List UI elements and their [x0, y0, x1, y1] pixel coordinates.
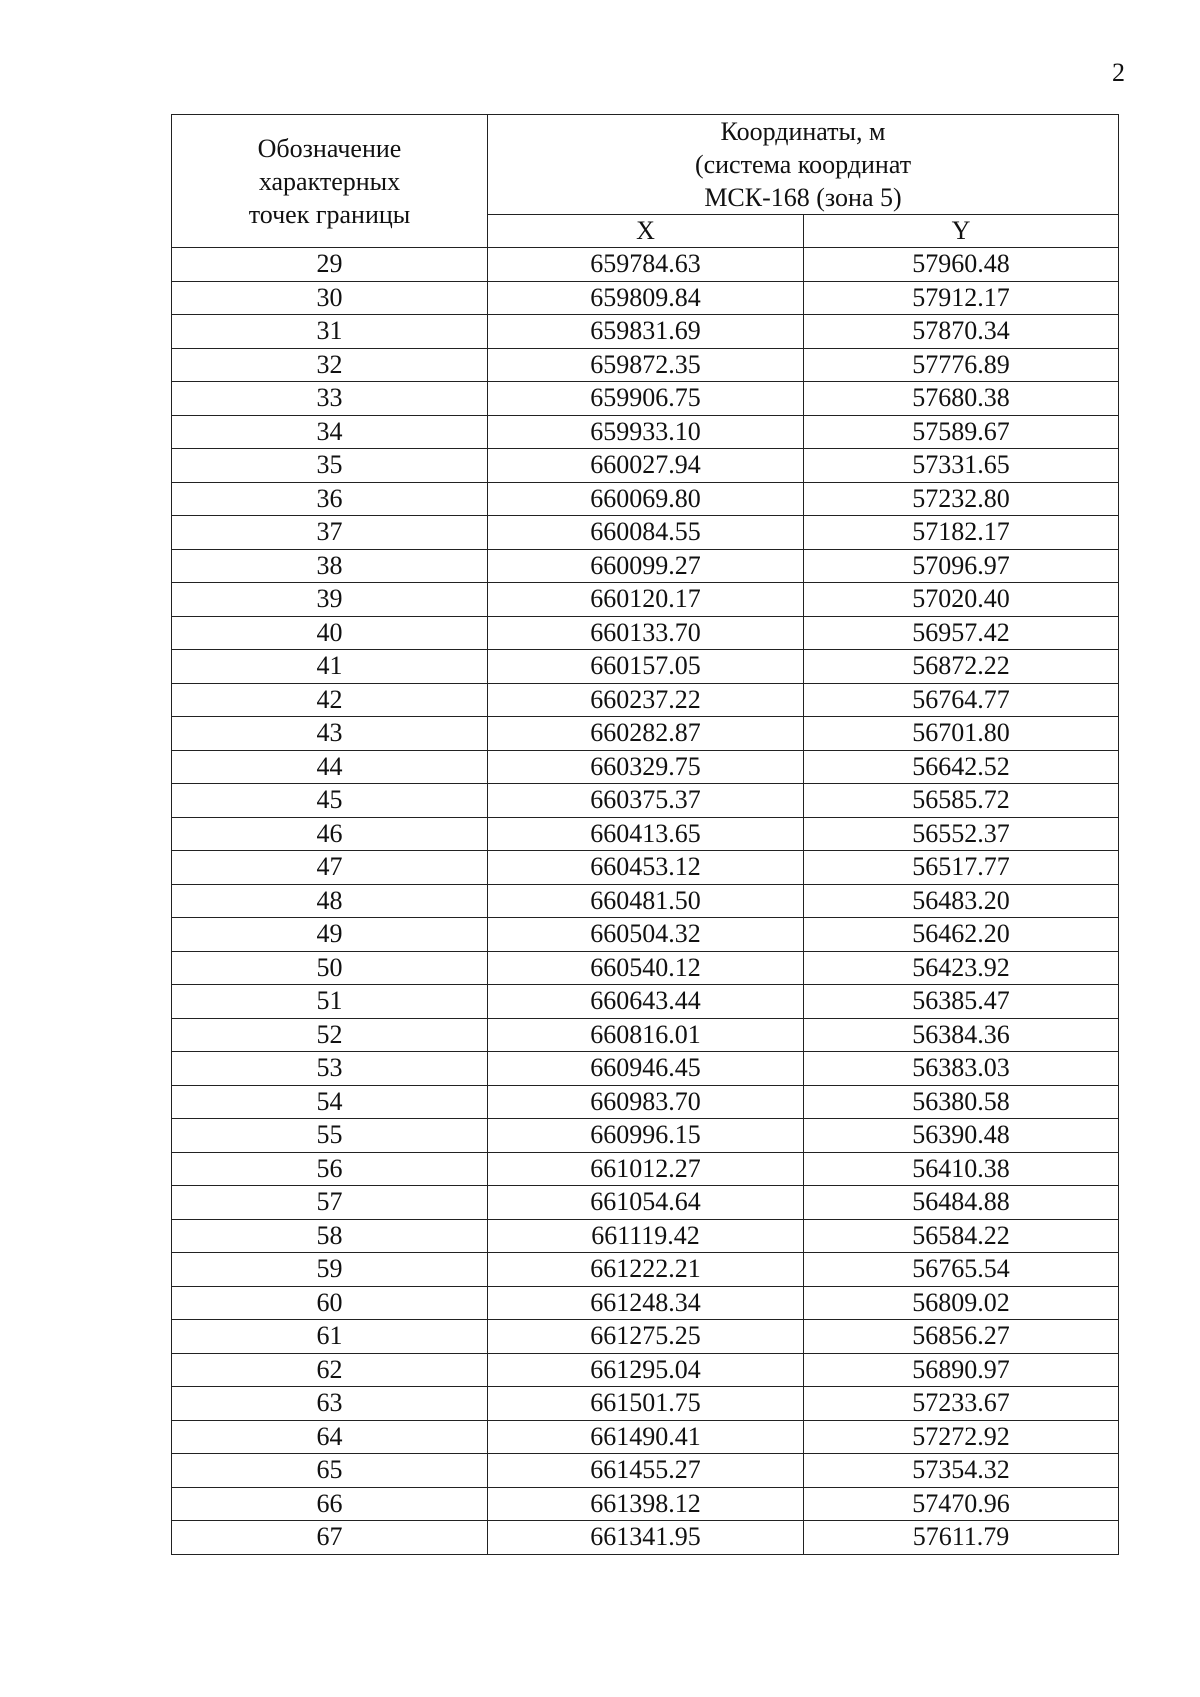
table-row	[172, 583, 1119, 617]
y-coordinate-cell: 56483.20	[804, 884, 1119, 918]
y-coordinate-cell: 56585.72	[804, 784, 1119, 818]
table-row	[172, 1186, 1119, 1220]
table-row	[172, 549, 1119, 583]
table-row	[172, 516, 1119, 550]
point-number-cell: 37	[172, 516, 488, 550]
point-number-cell: 31	[172, 315, 488, 349]
y-coordinate-cell: 56856.27	[804, 1320, 1119, 1354]
table-row	[172, 951, 1119, 985]
y-coordinate-cell: 56385.47	[804, 985, 1119, 1019]
point-number-cell: 40	[172, 616, 488, 650]
coordinates-header-line: (система координат	[694, 150, 912, 179]
x-coordinate-cell: 660816.01	[488, 1018, 804, 1052]
y-coordinate-cell: 56584.22	[804, 1219, 1119, 1253]
x-coordinate-cell: 660481.50	[488, 884, 804, 918]
y-coordinate-cell: 57272.92	[804, 1420, 1119, 1454]
table-row	[172, 1521, 1119, 1555]
table-row	[172, 683, 1119, 717]
x-coordinate-cell: 661501.75	[488, 1387, 804, 1421]
y-coordinate-cell: 57776.89	[804, 348, 1119, 382]
y-coordinate-cell: 57354.32	[804, 1454, 1119, 1488]
table-row	[172, 415, 1119, 449]
point-number-cell: 58	[172, 1219, 488, 1253]
point-number-cell: 64	[172, 1420, 488, 1454]
x-coordinate-cell: 660133.70	[488, 616, 804, 650]
point-number-cell: 48	[172, 884, 488, 918]
y-coordinate-cell: 56872.22	[804, 650, 1119, 684]
y-coordinate-cell: 56462.20	[804, 918, 1119, 952]
y-coordinate-cell: 57020.40	[804, 583, 1119, 617]
x-coordinate-cell: 659906.75	[488, 382, 804, 416]
point-number-cell: 42	[172, 683, 488, 717]
y-coordinate-cell: 57470.96	[804, 1487, 1119, 1521]
x-coordinate-cell: 660237.22	[488, 683, 804, 717]
x-coordinate-cell: 659809.84	[488, 281, 804, 315]
y-coordinate-cell: 56764.77	[804, 683, 1119, 717]
coordinates-header	[488, 115, 1119, 215]
y-coordinate-cell: 57182.17	[804, 516, 1119, 550]
point-number-cell: 45	[172, 784, 488, 818]
table-header	[172, 115, 1119, 248]
table-row	[172, 616, 1119, 650]
y-coordinate-cell: 56701.80	[804, 717, 1119, 751]
y-coordinate-cell: 56390.48	[804, 1119, 1119, 1153]
table-row	[172, 1353, 1119, 1387]
y-coordinate-cell: 57611.79	[804, 1521, 1119, 1555]
x-coordinate-cell: 661054.64	[488, 1186, 804, 1220]
table-body	[172, 248, 1119, 1555]
y-coordinate-cell: 56642.52	[804, 750, 1119, 784]
x-coordinate-cell: 660946.45	[488, 1052, 804, 1086]
table-row	[172, 985, 1119, 1019]
point-number-cell: 65	[172, 1454, 488, 1488]
coordinates-table	[171, 114, 1119, 1555]
table-row	[172, 1487, 1119, 1521]
table-row	[172, 1219, 1119, 1253]
point-number-cell: 47	[172, 851, 488, 885]
point-number-cell: 32	[172, 348, 488, 382]
table-row	[172, 851, 1119, 885]
x-coordinate-cell: 661248.34	[488, 1286, 804, 1320]
point-number-cell: 43	[172, 717, 488, 751]
y-coordinate-cell: 57589.67	[804, 415, 1119, 449]
table-row	[172, 650, 1119, 684]
point-number-cell: 63	[172, 1387, 488, 1421]
point-number-cell: 61	[172, 1320, 488, 1354]
table-row	[172, 382, 1119, 416]
x-coordinate-cell: 661119.42	[488, 1219, 804, 1253]
point-number-cell: 29	[172, 248, 488, 282]
x-column-header: X	[488, 215, 804, 248]
point-number-cell: 60	[172, 1286, 488, 1320]
table-row	[172, 1320, 1119, 1354]
table-row	[172, 1387, 1119, 1421]
point-number-cell: 44	[172, 750, 488, 784]
coordinates-header-line: МСК-168 (зона 5)	[704, 183, 902, 212]
coordinates-header-line: Координаты, м	[720, 117, 886, 146]
point-number-cell: 56	[172, 1152, 488, 1186]
table-row	[172, 281, 1119, 315]
x-coordinate-cell: 659831.69	[488, 315, 804, 349]
point-number-cell: 46	[172, 817, 488, 851]
y-coordinate-cell: 56890.97	[804, 1353, 1119, 1387]
point-number-cell: 53	[172, 1052, 488, 1086]
point-number-cell: 34	[172, 415, 488, 449]
table-row	[172, 1152, 1119, 1186]
x-coordinate-cell: 660996.15	[488, 1119, 804, 1153]
point-number-cell: 51	[172, 985, 488, 1019]
x-coordinate-cell: 660643.44	[488, 985, 804, 1019]
table-row	[172, 449, 1119, 483]
designation-header	[172, 115, 488, 248]
table-row	[172, 1052, 1119, 1086]
point-number-cell: 52	[172, 1018, 488, 1052]
y-coordinate-cell: 57331.65	[804, 449, 1119, 483]
y-coordinate-cell: 57870.34	[804, 315, 1119, 349]
point-number-cell: 41	[172, 650, 488, 684]
y-coordinate-cell: 56383.03	[804, 1052, 1119, 1086]
x-coordinate-cell: 661012.27	[488, 1152, 804, 1186]
x-coordinate-cell: 661398.12	[488, 1487, 804, 1521]
table-row	[172, 750, 1119, 784]
x-coordinate-cell: 661222.21	[488, 1253, 804, 1287]
table-row	[172, 1018, 1119, 1052]
x-coordinate-cell: 660282.87	[488, 717, 804, 751]
point-number-cell: 67	[172, 1521, 488, 1555]
x-coordinate-cell: 661490.41	[488, 1420, 804, 1454]
table-row	[172, 248, 1119, 282]
x-coordinate-cell: 661341.95	[488, 1521, 804, 1555]
x-coordinate-cell: 660413.65	[488, 817, 804, 851]
x-coordinate-cell: 660329.75	[488, 750, 804, 784]
x-coordinate-cell: 660099.27	[488, 549, 804, 583]
point-number-cell: 30	[172, 281, 488, 315]
point-number-cell: 59	[172, 1253, 488, 1287]
table-row	[172, 1085, 1119, 1119]
table-row	[172, 315, 1119, 349]
y-coordinate-cell: 57960.48	[804, 248, 1119, 282]
point-number-cell: 57	[172, 1186, 488, 1220]
y-coordinate-cell: 57232.80	[804, 482, 1119, 516]
table-row	[172, 918, 1119, 952]
table-row	[172, 1454, 1119, 1488]
x-coordinate-cell: 660084.55	[488, 516, 804, 550]
table-row	[172, 348, 1119, 382]
x-coordinate-cell: 660504.32	[488, 918, 804, 952]
y-coordinate-cell: 56484.88	[804, 1186, 1119, 1220]
point-number-cell: 50	[172, 951, 488, 985]
point-number-cell: 36	[172, 482, 488, 516]
y-coordinate-cell: 56552.37	[804, 817, 1119, 851]
point-number-cell: 35	[172, 449, 488, 483]
y-coordinate-cell: 56423.92	[804, 951, 1119, 985]
x-coordinate-cell: 661455.27	[488, 1454, 804, 1488]
y-coordinate-cell: 56957.42	[804, 616, 1119, 650]
x-coordinate-cell: 660540.12	[488, 951, 804, 985]
table-row	[172, 1119, 1119, 1153]
x-coordinate-cell: 660983.70	[488, 1085, 804, 1119]
point-number-cell: 66	[172, 1487, 488, 1521]
point-number-cell: 33	[172, 382, 488, 416]
y-coordinate-cell: 56765.54	[804, 1253, 1119, 1287]
y-coordinate-cell: 57233.67	[804, 1387, 1119, 1421]
point-number-cell: 62	[172, 1353, 488, 1387]
table-row	[172, 1286, 1119, 1320]
table-row	[172, 482, 1119, 516]
x-coordinate-cell: 659784.63	[488, 248, 804, 282]
y-coordinate-cell: 56410.38	[804, 1152, 1119, 1186]
y-column-header: Y	[804, 215, 1119, 248]
point-number-cell: 39	[172, 583, 488, 617]
y-coordinate-cell: 56384.36	[804, 1018, 1119, 1052]
x-coordinate-cell: 661275.25	[488, 1320, 804, 1354]
x-coordinate-cell: 659933.10	[488, 415, 804, 449]
x-coordinate-cell: 660069.80	[488, 482, 804, 516]
x-coordinate-cell: 660120.17	[488, 583, 804, 617]
table-row	[172, 817, 1119, 851]
y-coordinate-cell: 57096.97	[804, 549, 1119, 583]
y-coordinate-cell: 56380.58	[804, 1085, 1119, 1119]
table-row	[172, 784, 1119, 818]
table-row	[172, 1253, 1119, 1287]
table-row	[172, 1420, 1119, 1454]
x-coordinate-cell: 660027.94	[488, 449, 804, 483]
designation-header-line: характерных	[258, 166, 401, 196]
point-number-cell: 38	[172, 549, 488, 583]
y-coordinate-cell: 57680.38	[804, 382, 1119, 416]
point-number-cell: 49	[172, 918, 488, 952]
y-coordinate-cell: 57912.17	[804, 281, 1119, 315]
table-row	[172, 717, 1119, 751]
x-coordinate-cell: 660375.37	[488, 784, 804, 818]
point-number-cell: 54	[172, 1085, 488, 1119]
point-number-cell: 55	[172, 1119, 488, 1153]
x-coordinate-cell: 661295.04	[488, 1353, 804, 1387]
table-row	[172, 884, 1119, 918]
y-coordinate-cell: 56809.02	[804, 1286, 1119, 1320]
y-coordinate-cell: 56517.77	[804, 851, 1119, 885]
x-coordinate-cell: 659872.35	[488, 348, 804, 382]
designation-header-line: точек границы	[248, 199, 411, 229]
x-coordinate-cell: 660453.12	[488, 851, 804, 885]
designation-header-line: Обозначение	[257, 133, 402, 163]
x-coordinate-cell: 660157.05	[488, 650, 804, 684]
page-number: 2	[1112, 58, 1125, 87]
